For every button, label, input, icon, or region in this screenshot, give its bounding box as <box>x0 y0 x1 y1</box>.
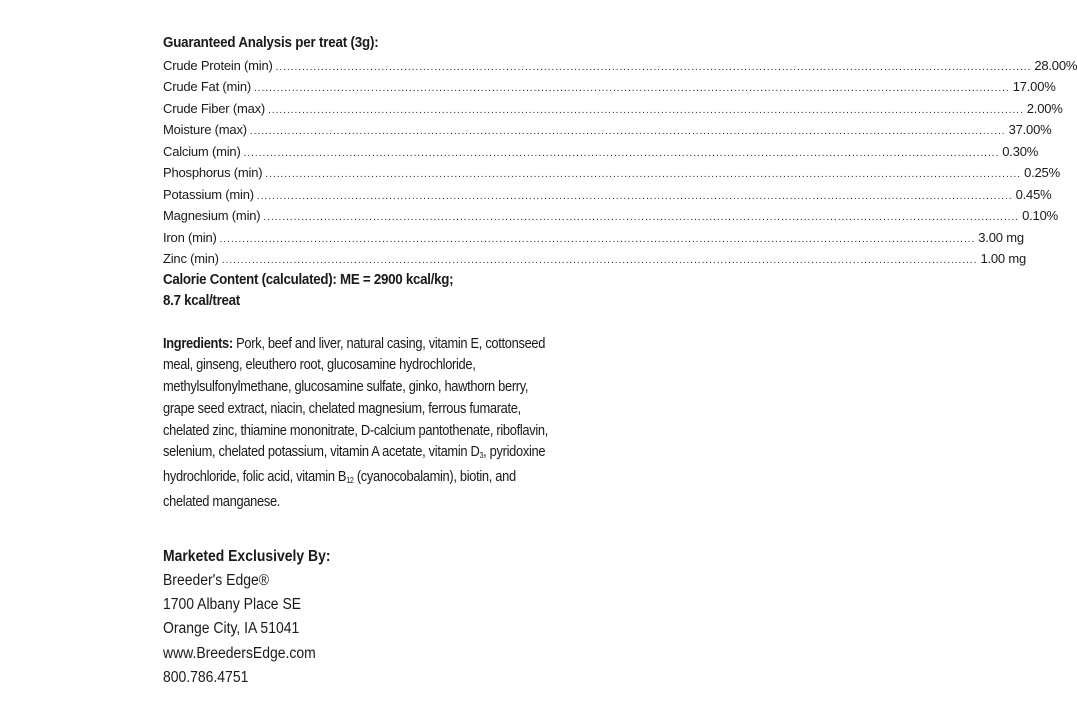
ingredients-text-3: (cyanocobalamin), biotin, and chelated manganese. <box>163 469 516 511</box>
ingredients-subscript-b12: 12 <box>346 476 354 486</box>
marketed-by-title: Marketed Exclusively By: <box>163 548 331 565</box>
dot-leader: ........................................................................................................................................................................................................ <box>263 212 1020 223</box>
analysis-row <box>163 55 1077 77</box>
dot-leader: ........................................................................................................................................................................................................ <box>221 255 978 266</box>
analysis-row-value: 3.00 mg <box>978 229 1024 245</box>
analysis-row <box>163 162 1060 184</box>
dot-leader: ........................................................................................................................................................................................................ <box>249 126 1006 137</box>
dot-leader: ........................................................................................................................................................................................................ <box>265 169 1022 180</box>
address-line-1: 1700 Albany Place SE <box>163 596 302 614</box>
analysis-row-name: Moisture (max) <box>163 122 247 137</box>
ingredients-paragraph <box>163 334 559 514</box>
dot-leader: ........................................................................................................................................................................................................ <box>219 233 976 245</box>
ingredients-text-2: , pyridoxine hydrochloride, folic acid, vitamin B <box>163 444 546 486</box>
address-line-2: Orange City, IA 51041 <box>163 620 300 638</box>
analysis-row-name: Iron (min) <box>163 229 217 245</box>
analysis-row <box>163 98 1063 120</box>
calorie-content <box>163 270 559 313</box>
dot-leader: ........................................................................................................................................................................................................ <box>243 147 1000 159</box>
analysis-row-value: 28.00% <box>1034 57 1077 73</box>
analysis-row-value: 0.30% <box>1002 143 1039 159</box>
guaranteed-analysis-table <box>163 55 1077 270</box>
ingredients-label: Ingredients: <box>163 335 233 352</box>
dot-leader: ........................................................................................................................................................................................................ <box>268 104 1024 116</box>
website: www.BreedersEdge.com <box>163 644 316 662</box>
analysis-row-name: Calcium (min) <box>163 143 241 159</box>
analysis-row <box>163 227 1024 249</box>
analysis-row-value: 1.00 mg <box>980 251 1027 266</box>
analysis-row-name: Zinc (min) <box>163 251 219 266</box>
ingredients-subscript-d3: 3 <box>479 451 484 461</box>
analysis-row-name: Magnesium (min) <box>163 208 261 223</box>
analysis-row-name: Potassium (min) <box>163 186 254 202</box>
calorie-content-line-1: Calorie Content (calculated): ME = 2900 kcal/kg; <box>163 271 454 288</box>
guaranteed-analysis-section <box>163 33 1077 514</box>
analysis-row-name: Crude Fat (min) <box>163 79 252 94</box>
analysis-row-name: Phosphorus (min) <box>163 165 263 180</box>
dot-leader: ........................................................................................................................................................................................................ <box>256 190 1013 202</box>
dot-leader: ........................................................................................................................................................................................................ <box>254 83 1010 94</box>
dot-leader: ........................................................................................................................................................................................................ <box>275 61 1032 73</box>
analysis-row-value: 0.45% <box>1015 186 1052 202</box>
analysis-row <box>163 119 1052 141</box>
analysis-row-value: 0.10% <box>1022 208 1058 223</box>
guaranteed-analysis-title: Guaranteed Analysis per treat (3g): <box>163 35 379 51</box>
analysis-row-value: 37.00% <box>1008 122 1052 137</box>
calorie-content-line-2: 8.7 kcal/treat <box>163 293 240 309</box>
company-name: Breeder's Edge® <box>163 572 270 589</box>
analysis-row <box>163 76 1056 98</box>
phone-number: 800.786.4751 <box>163 668 249 686</box>
marketed-by-section <box>163 545 563 690</box>
analysis-row-value: 17.00% <box>1012 79 1056 94</box>
analysis-row <box>163 184 1052 206</box>
ingredients-text-1: Pork, beef and liver, natural casing, vitamin E, cottonseed meal, ginseng, eleuthero root, glucosamine hydrochloride, methylsulfonylmethane, glucosamine sulfate, ginko, hawthorn berry, grape seed extract, niacin, chelated magnesium, ferrous fumarate, chelated zinc, thiamine mononitrate, D-calcium pantothenate, riboflavin, selenium, chelated potassium, vitamin A acetate, vitamin D <box>163 335 549 461</box>
analysis-row-name: Crude Fiber (max) <box>163 100 266 116</box>
analysis-row-name: Crude Protein (min) <box>163 57 273 73</box>
analysis-row-value: 2.00% <box>1026 100 1063 116</box>
analysis-row-value: 0.25% <box>1024 165 1060 180</box>
analysis-row <box>163 248 1027 270</box>
analysis-row <box>163 205 1058 227</box>
analysis-row <box>163 141 1039 163</box>
